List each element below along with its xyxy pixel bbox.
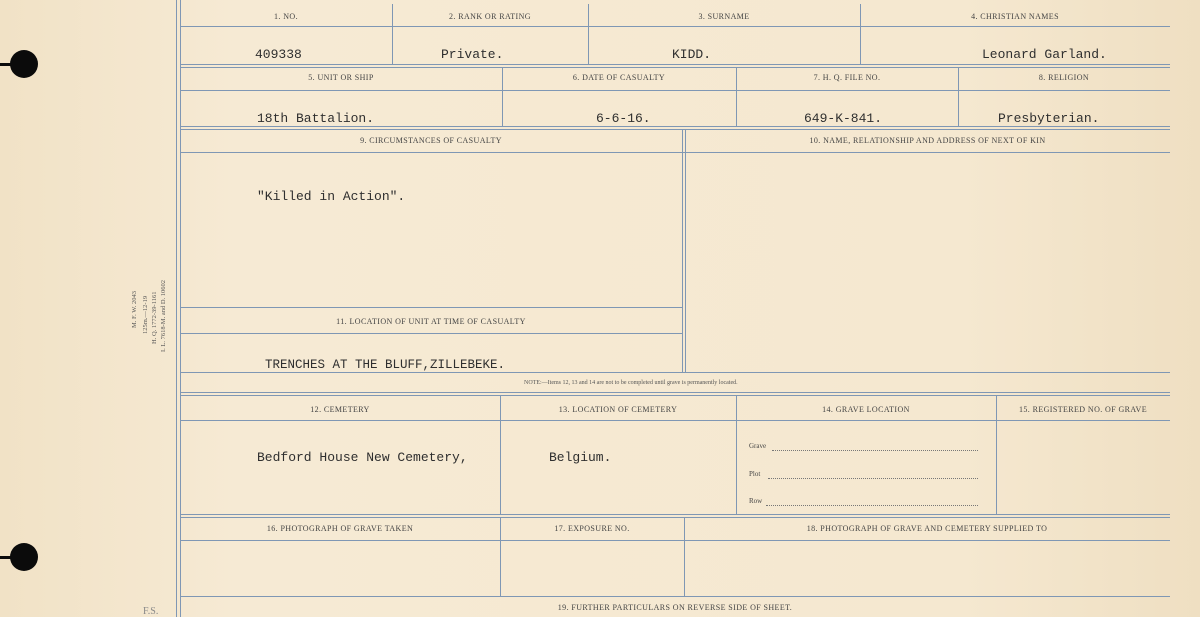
value-rank: Private. bbox=[441, 47, 504, 62]
value-no: 409338 bbox=[255, 47, 302, 62]
value-surname: KIDD. bbox=[672, 47, 712, 62]
plot-line bbox=[768, 478, 978, 479]
header-cemetery: 12. CEMETERY bbox=[310, 405, 370, 414]
label-row: Row bbox=[749, 497, 763, 505]
rule bbox=[180, 307, 682, 308]
row-line bbox=[766, 505, 978, 506]
rule bbox=[180, 372, 1170, 373]
rule bbox=[180, 333, 682, 334]
form-code-2: 125m.—12-19 bbox=[142, 295, 149, 334]
header-religion: 8. RELIGION bbox=[1038, 73, 1090, 82]
value-religion: Presbyterian. bbox=[998, 111, 1100, 126]
header-location: 11. LOCATION OF UNIT AT TIME OF CASUALTY bbox=[336, 317, 526, 326]
rule bbox=[180, 514, 1170, 515]
rule bbox=[180, 420, 1170, 421]
rule bbox=[180, 129, 1170, 130]
rule bbox=[180, 540, 1170, 541]
header-photo-supplied: 18. PHOTOGRAPH OF GRAVE AND CEMETERY SUPPLIED TO bbox=[806, 524, 1048, 533]
header-circumstances: 9. CIRCUMSTANCES OF CASUALTY bbox=[360, 136, 502, 145]
value-cemetery: Bedford House New Cemetery, bbox=[257, 450, 468, 465]
label-grave: Grave bbox=[749, 442, 767, 450]
rule bbox=[180, 26, 1170, 27]
header-rank: 2. RANK OR RATING bbox=[449, 12, 531, 21]
form-code-3: H. Q. 1772-39-1161 bbox=[151, 291, 158, 344]
note: NOTE:—Items 12, 13 and 14 are not to be completed until grave is permanently located. bbox=[524, 380, 738, 386]
header-next-of-kin: 10. NAME, RELATIONSHIP AND ADDRESS OF NEXT OF KIN bbox=[809, 136, 1046, 145]
form-code-4: I. L. 7618-M. and D. 10602 bbox=[160, 279, 167, 352]
header-cemetery-location: 13. LOCATION OF CEMETERY bbox=[558, 405, 678, 414]
rule bbox=[180, 64, 1170, 65]
edge-mark: F.S. bbox=[143, 606, 159, 617]
rule bbox=[180, 126, 1170, 127]
header-exposure: 17. EXPOSURE NO. bbox=[554, 524, 630, 533]
rule bbox=[180, 67, 1170, 68]
divider bbox=[685, 129, 686, 372]
value-location: TRENCHES AT THE BLUFF,ZILLEBEKE. bbox=[265, 358, 506, 372]
rule bbox=[180, 395, 1170, 396]
divider bbox=[682, 129, 683, 372]
header-photo-taken: 16. PHOTOGRAPH OF GRAVE TAKEN bbox=[266, 524, 414, 533]
footer-further-particulars: 19. FURTHER PARTICULARS ON REVERSE SIDE OF SHEET. bbox=[557, 603, 793, 612]
header-hq-file: 7. H. Q. FILE NO. bbox=[813, 73, 881, 82]
header-surname: 3. SURNAME bbox=[698, 12, 750, 21]
rule bbox=[180, 517, 1170, 518]
rule bbox=[180, 596, 1170, 597]
rule bbox=[180, 152, 1170, 153]
margin-line bbox=[176, 0, 177, 617]
rule bbox=[180, 392, 1170, 393]
binder-hole-bottom bbox=[10, 543, 38, 571]
rule bbox=[180, 90, 1170, 91]
header-grave-location: 14. GRAVE LOCATION bbox=[822, 405, 910, 414]
value-circumstances: "Killed in Action". bbox=[257, 189, 406, 204]
header-unit: 5. UNIT OR SHIP bbox=[308, 73, 374, 82]
value-cemetery-location: Belgium. bbox=[549, 450, 612, 465]
label-plot: Plot bbox=[749, 470, 761, 478]
value-christian-names: Leonard Garland. bbox=[982, 47, 1107, 62]
value-unit: 18th Battalion. bbox=[257, 111, 375, 126]
binder-hole-top bbox=[10, 50, 38, 78]
grave-line bbox=[772, 450, 978, 451]
header-date: 6. DATE OF CASUALTY bbox=[572, 73, 666, 82]
form-code-1: M. F. W. 2043 bbox=[131, 290, 138, 328]
header-registered-no: 15. REGISTERED NO. OF GRAVE bbox=[1019, 405, 1147, 414]
header-no: 1. NO. bbox=[274, 12, 298, 21]
value-hq-file: 649-K-841. bbox=[804, 111, 883, 126]
value-date: 6-6-16. bbox=[596, 111, 651, 126]
header-christian-names: 4. CHRISTIAN NAMES bbox=[971, 12, 1059, 21]
